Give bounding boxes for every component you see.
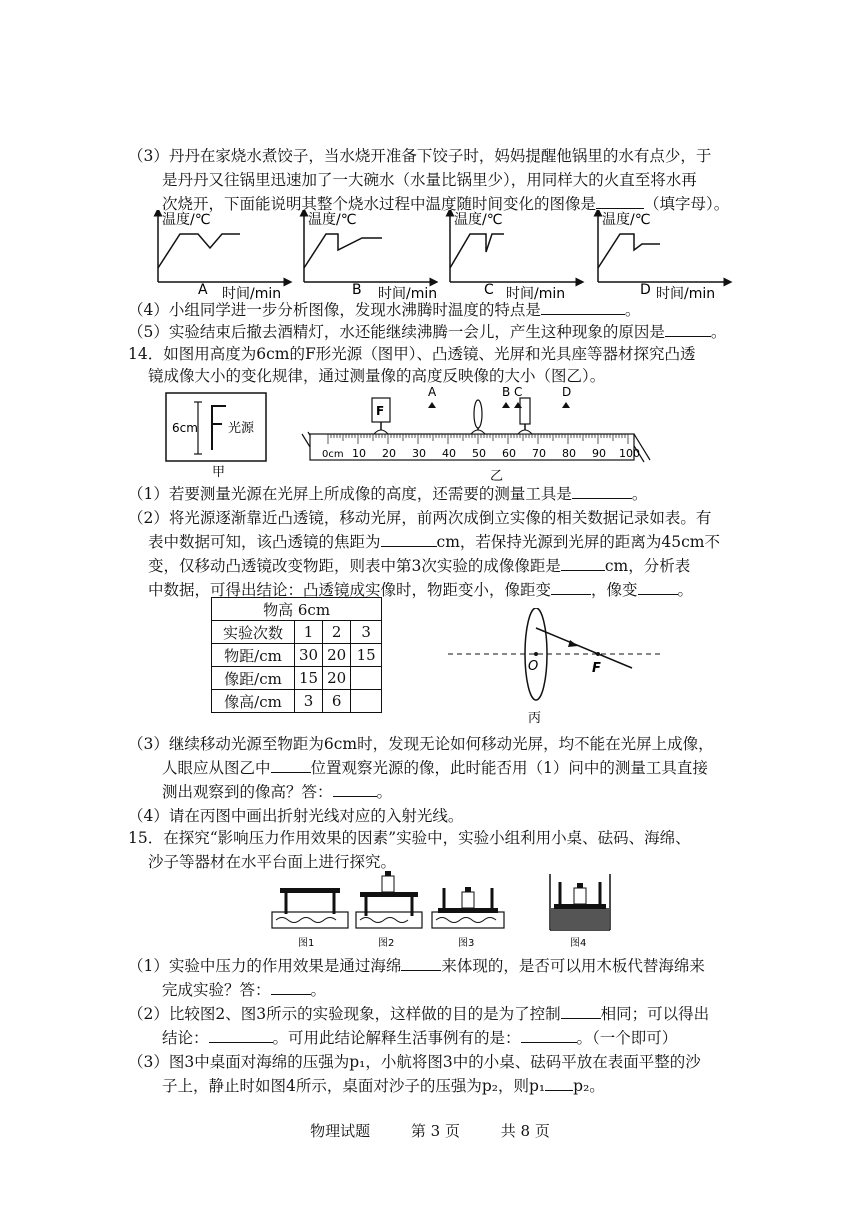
bing-caption: 丙 [528, 711, 542, 726]
graph-d-letter: D [640, 282, 651, 298]
q13-part3-line1: （3）丹丹在家烧水煮饺子，当水烧开准备下饺子时，妈妈提醒他锅里的水有点少，于 [128, 147, 712, 165]
graph-b-ylabel: 温度/℃ [308, 212, 357, 228]
q14-part1: （1）若要测量光源在光屏上所成像的高度，还需要的测量工具是 。 [128, 485, 648, 503]
ruler-tick-label: 100 [619, 447, 640, 460]
answer-blank[interactable] [572, 484, 632, 499]
graph-a-ylabel: 温度/℃ [162, 212, 211, 228]
q14-part2-line1: （2）将光源逐渐靠近凸透镜，移动光屏，前两次成倒立实像的相关数据记录如表。有 [128, 509, 712, 527]
graph-c [450, 211, 580, 302]
figure-pressure-experiments [268, 866, 618, 952]
q15-intro-line2: 沙子等器材在水平台面上进行探究。 [148, 853, 397, 871]
answer-blank[interactable] [545, 1076, 573, 1091]
q14-part3-line1: （3）继续移动光源至物距为6cm时，发现无论如何移动光屏，均不能在光屏上成像， [128, 735, 714, 753]
q14-part3-line3: 测出观察到的像高？答： 。 [162, 783, 393, 801]
answer-blank[interactable] [551, 580, 591, 595]
table-answer-cell[interactable] [351, 690, 382, 713]
table-answer-cell[interactable] [351, 667, 382, 690]
ruler-tick-label: 10 [352, 447, 366, 460]
graph-b-letter: B [352, 282, 362, 298]
table-row: 物距/cm 30 20 15 [212, 644, 382, 667]
q14-part2-line3: 变，仅移动凸透镜改变物距，则表中第3次实验的成像像距是 cm，分析表 [148, 557, 691, 575]
fig1-table-on-sponge [272, 888, 348, 949]
fig3-caption: 图3 [458, 938, 475, 949]
graph-a-letter: A [198, 282, 208, 298]
ruler-tick-label: 40 [442, 447, 456, 460]
graph-a [158, 211, 288, 302]
q14-intro-line2: 镜成像大小的变化规律，通过测量像的高度反映像的大小（图乙）。 [148, 367, 606, 385]
ruler-tick-label: 70 [532, 447, 546, 460]
q15-part3-line1: （3）图3中桌面对海绵的压强为p₁，小航将图3中的小桌、砝码平放在表面平整的沙 [128, 1053, 701, 1071]
temperature-graphs [150, 210, 740, 306]
footer-subject: 物理试题 [310, 1122, 371, 1140]
fig4-caption: 图4 [570, 938, 587, 949]
graph-b-xlabel: 时间/min [378, 286, 438, 302]
q14-data-table [211, 597, 382, 713]
answer-blank[interactable] [638, 580, 678, 595]
page-footer [0, 1120, 860, 1141]
answer-blank[interactable] [665, 322, 711, 337]
graph-c-letter: C [484, 282, 494, 298]
fig2-caption: 图2 [378, 938, 395, 949]
answer-blank[interactable] [521, 1028, 577, 1043]
jia-height-label: 6cm [172, 421, 198, 435]
fig2-table-weight-on-sponge [356, 871, 422, 949]
figure-jia [160, 388, 280, 478]
graph-d-ylabel: 温度/℃ [602, 212, 651, 228]
q15-part1-line2: 完成实验？答： 。 [162, 981, 327, 999]
table-row: 实验次数 1 2 3 [212, 621, 382, 644]
table-title: 物高 6cm [212, 598, 382, 621]
q15-part1-line1: （1）实验中压力的作用效果是通过海绵 来体现的，是否可以用木板代替海绵来 [128, 957, 705, 975]
graph-a-xlabel: 时间/min [222, 286, 282, 302]
q13-part3-line3: 次烧开，下面能说明其整个烧水过程中温度随时间变化的图像是 （填字母）。 [162, 195, 730, 213]
q15-part3-line2: 子上，静止时如图4所示，桌面对沙子的压强为p₂，则p₁ p₂。 [162, 1077, 605, 1095]
graph-b [304, 211, 437, 302]
answer-blank[interactable] [401, 956, 441, 971]
answer-blank[interactable] [596, 194, 644, 209]
answer-blank[interactable] [381, 532, 437, 547]
q14-part3-line2: 人眼应从图乙中 位置观察光源的像，此时能否用（1）问中的测量工具直接 [162, 759, 708, 777]
jia-source-label: 光源 [228, 421, 255, 436]
answer-blank[interactable] [333, 782, 377, 797]
answer-blank[interactable] [271, 980, 311, 995]
yi-point-a: A [428, 385, 437, 399]
q15-part2-line2: 结论： 。可用此结论解释生活事例有的是： 。（一个即可） [162, 1029, 678, 1047]
q13-part3-line2: 是丹丹又往锅里迅速加了一大碗水（水量比锅里少），用同样大的火直至将水再 [162, 171, 697, 189]
fig4-table-on-sand [550, 874, 610, 949]
graph-c-ylabel: 温度/℃ [454, 212, 503, 228]
answer-blank[interactable] [561, 556, 605, 571]
q14-part2-line4: 中数据，可得出结论：凸透镜成实像时，物距变小，像距变 ，像变 。 [148, 581, 694, 599]
ruler-tick-label: 30 [412, 447, 426, 460]
q14-part4: （4）请在丙图中画出折射光线对应的入射光线。 [128, 807, 464, 825]
fig1-caption: 图1 [298, 938, 315, 949]
yi-source-F: F [376, 404, 385, 418]
q14-part2-line2: 表中数据可知，该凸透镜的焦距为 cm，若保持光源到光屏的距离为45cm不 [148, 533, 720, 551]
table-row: 像高/cm 3 6 [212, 690, 382, 713]
graph-d [598, 211, 728, 302]
footer-page: 第 3 页 [410, 1122, 460, 1140]
answer-blank[interactable] [561, 1004, 601, 1019]
yi-caption: 乙 [490, 469, 504, 484]
yi-point-b: B [502, 385, 511, 399]
ruler-tick-label: 20 [382, 447, 396, 460]
answer-blank[interactable] [271, 758, 311, 773]
graph-c-xlabel: 时间/min [506, 286, 566, 302]
table-row: 像距/cm 15 20 [212, 667, 382, 690]
jia-caption: 甲 [212, 465, 226, 478]
ruler-tick-label: 50 [472, 447, 486, 460]
ruler-unit: 0cm [322, 449, 344, 460]
yi-point-d: D [562, 385, 572, 399]
q15-part2-line1: （2）比较图2、图3所示的实验现象，这样做的目的是为了控制 相同；可以得出 [128, 1005, 710, 1023]
graph-d-xlabel: 时间/min [656, 286, 716, 302]
bing-F-label: F [592, 661, 601, 676]
q14-intro-line1: 14．如图用高度为6cm的F形光源（图甲）、凸透镜、光屏和光具座等器材探究凸透 [128, 345, 696, 363]
q13-part5: （5）实验结束后撤去酒精灯，水还能继续沸腾一会儿，产生这种现象的原因是 。 [128, 323, 727, 341]
figure-yi-optical-bench [294, 382, 664, 486]
bing-O-label: O [528, 659, 539, 674]
answer-blank[interactable] [541, 300, 625, 315]
yi-point-c: C [514, 385, 523, 399]
q15-intro-line1: 15．在探究“影响压力作用效果的因素”实验中，实验小组利用小桌、砝码、海绵、 [128, 829, 691, 847]
ruler-tick-label: 90 [592, 447, 606, 460]
fig3-inverted-table-on-sponge [432, 887, 504, 949]
ruler-tick-label: 60 [502, 447, 516, 460]
footer-total: 共 8 页 [500, 1122, 550, 1140]
q13-part4: （4）小组同学进一步分析图像，发现水沸腾时温度的特点是 。 [128, 301, 641, 319]
answer-blank[interactable] [209, 1028, 273, 1043]
ruler-tick-label: 80 [562, 447, 576, 460]
figure-bing-lens-diagram [440, 608, 670, 732]
